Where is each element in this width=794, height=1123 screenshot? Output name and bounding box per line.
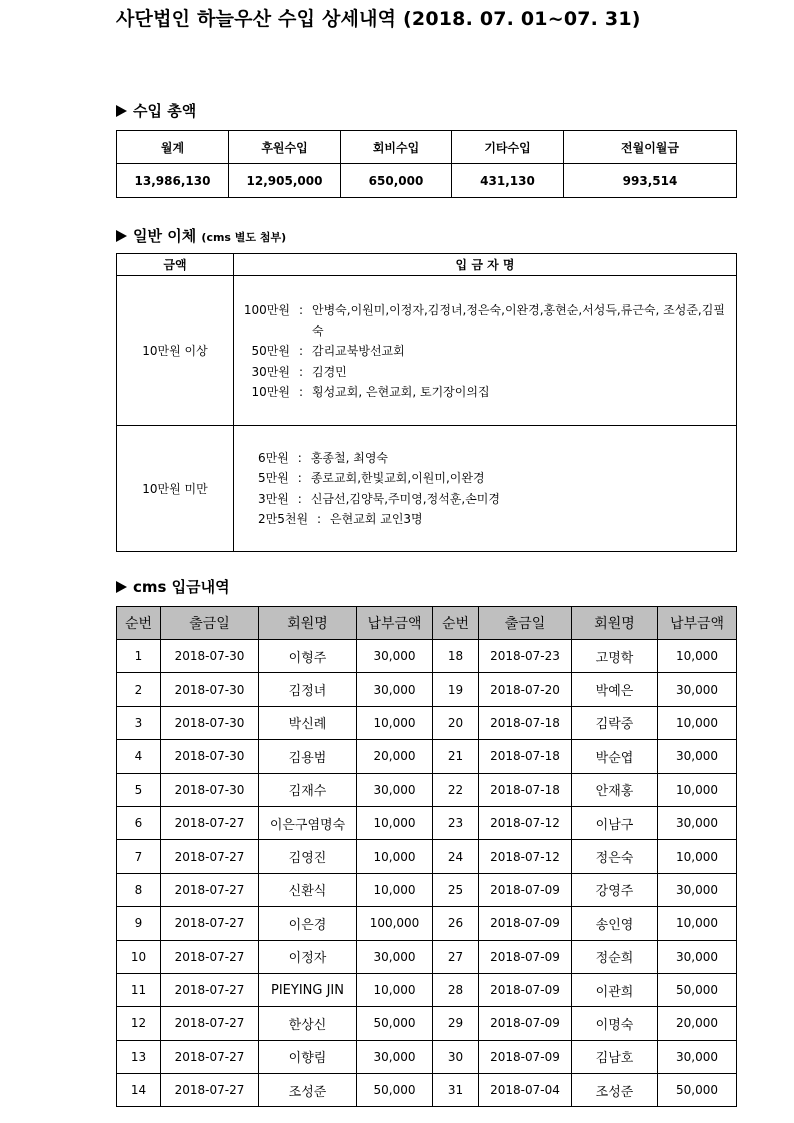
seq-cell: 18 [433,640,479,673]
cms-header-date: 출금일 [161,607,259,640]
list-item: 3만원 : 신금선,김양묵,주미영,정석훈,손미경 [258,489,736,510]
list-names: 안병숙,이원미,이정자,김정녀,정은숙,이완경,홍현순,서성득,류근숙, 조성준,김필숙 [312,303,725,338]
amount-cell: 10,000 [658,640,737,673]
date-cell: 2018-07-27 [161,806,259,839]
section-heading-cms-text: cms 입금내역 [133,578,230,596]
member-cell: PIEYING JIN [259,973,357,1006]
amount-cell: 30,000 [658,940,737,973]
page-title: 사단법인 하늘우산 수입 상세내역 (2018. 07. 01~07. 31) [116,8,641,30]
date-cell: 2018-07-04 [479,1074,572,1107]
date-cell: 2018-07-09 [479,873,572,906]
member-cell: 김영진 [259,840,357,873]
list-names: 종로교회,한빛교회,이원미,이완경 [310,471,485,485]
list-amount: 50만원 [251,344,290,359]
date-cell: 2018-07-27 [161,1074,259,1107]
amount-cell: 30,000 [357,640,433,673]
seq-cell: 24 [433,840,479,873]
date-cell: 2018-07-27 [161,873,259,906]
amount-cell: 30,000 [357,773,433,806]
date-cell: 2018-07-23 [479,640,572,673]
table-row [117,940,737,973]
date-cell: 2018-07-27 [161,840,259,873]
general-header-row [117,254,737,276]
list-item: 5만원 : 종로교회,한빛교회,이원미,이완경 [258,468,736,489]
seq-cell: 4 [117,740,161,773]
date-cell: 2018-07-27 [161,1007,259,1040]
seq-cell: 26 [433,907,479,940]
member-cell: 김남호 [572,1040,658,1073]
seq-cell: 1 [117,640,161,673]
list-amount: 5만원 [258,471,289,485]
member-cell: 조성준 [572,1074,658,1107]
triangle-right-icon [116,230,127,242]
amount-cell: 30,000 [357,940,433,973]
amount-cell: 30,000 [658,806,737,839]
member-cell: 송인영 [572,907,658,940]
seq-cell: 21 [433,740,479,773]
cms-table [116,606,737,1107]
seq-cell: 10 [117,940,161,973]
date-cell: 2018-07-27 [161,1040,259,1073]
summary-value: 650,000 [341,164,452,198]
summary-value: 993,514 [564,164,737,198]
summary-value: 431,130 [452,164,564,198]
triangle-right-icon [116,105,127,117]
list-item: 50만원 : 감리교북방선교회 [240,341,736,362]
section-heading-general [116,225,286,246]
date-cell: 2018-07-09 [479,1007,572,1040]
general-header-depositor: 입 금 자 명 [234,254,737,276]
summary-value-row [117,164,737,198]
triangle-right-icon [116,581,127,593]
amount-cell: 10,000 [658,706,737,739]
member-cell: 박순엽 [572,740,658,773]
member-cell: 이명숙 [572,1007,658,1040]
table-row [117,873,737,906]
amount-cell: 100,000 [357,907,433,940]
member-cell: 김정녀 [259,673,357,706]
summary-header: 기타수입 [452,131,564,164]
member-cell: 정은숙 [572,840,658,873]
table-row [117,973,737,1006]
member-cell: 한상신 [259,1007,357,1040]
list-item: 100만원 : 안병숙,이원미,이정자,김정녀,정은숙,이완경,홍현순,서성득,류근숙, 조성준,김필숙 [240,300,736,341]
seq-cell: 19 [433,673,479,706]
member-cell: 고명학 [572,640,658,673]
general-header-amount: 금액 [117,254,234,276]
amount-cell: 50,000 [658,973,737,1006]
date-cell: 2018-07-20 [479,673,572,706]
section-heading-summary-text: 수입 총액 [133,102,197,120]
date-cell: 2018-07-27 [161,940,259,973]
summary-header-row [117,131,737,164]
section-note: (cms 별도 첨부) [201,231,287,244]
cms-header-date: 출금일 [479,607,572,640]
table-row [117,1040,737,1073]
amount-cell: 10,000 [658,907,737,940]
amount-cell: 30,000 [658,873,737,906]
table-row [117,806,737,839]
summary-header: 월계 [117,131,229,164]
date-cell: 2018-07-30 [161,706,259,739]
date-cell: 2018-07-12 [479,806,572,839]
list-names: 감리교북방선교회 [312,344,405,359]
table-row [117,673,737,706]
seq-cell: 22 [433,773,479,806]
seq-cell: 6 [117,806,161,839]
member-cell: 안재홍 [572,773,658,806]
summary-header: 후원수입 [229,131,341,164]
date-cell: 2018-07-30 [161,640,259,673]
general-transfer-table [116,253,737,552]
amount-cell: 10,000 [357,873,433,906]
date-cell: 2018-07-27 [161,973,259,1006]
table-row [117,706,737,739]
member-cell: 이은구염명숙 [259,806,357,839]
amount-cell: 10,000 [357,840,433,873]
amount-cell: 30,000 [658,740,737,773]
date-cell: 2018-07-30 [161,773,259,806]
amount-cell: 10,000 [658,840,737,873]
amount-cell: 20,000 [658,1007,737,1040]
amount-cell: 30,000 [357,1040,433,1073]
amount-cell: 10,000 [357,806,433,839]
member-cell: 신환식 [259,873,357,906]
amount-cell: 50,000 [357,1074,433,1107]
member-cell: 이관희 [572,973,658,1006]
member-cell: 강영주 [572,873,658,906]
date-cell: 2018-07-18 [479,740,572,773]
seq-cell: 27 [433,940,479,973]
member-cell: 이은경 [259,907,357,940]
member-cell: 김락중 [572,706,658,739]
amount-cell: 30,000 [658,673,737,706]
member-cell: 이향림 [259,1040,357,1073]
date-cell: 2018-07-30 [161,740,259,773]
seq-cell: 25 [433,873,479,906]
section-heading-general-text: 일반 이체 [133,227,197,245]
member-cell: 박신례 [259,706,357,739]
date-cell: 2018-07-30 [161,673,259,706]
cms-header-amount: 납부금액 [658,607,737,640]
group-row-below [117,426,737,552]
list-item: 30만원 : 김경민 [240,362,736,383]
list-item: 2만5천원 : 은현교회 교인3명 [258,509,736,530]
table-row [117,740,737,773]
table-row [117,907,737,940]
summary-value: 12,905,000 [229,164,341,198]
summary-header: 전월이월금 [564,131,737,164]
table-row [117,640,737,673]
amount-cell: 50,000 [357,1007,433,1040]
cms-header-seq: 순번 [117,607,161,640]
summary-table [116,130,737,198]
member-cell: 이정자 [259,940,357,973]
cms-header-member: 회원명 [572,607,658,640]
list-names: 김경민 [312,364,347,379]
date-cell: 2018-07-12 [479,840,572,873]
seq-cell: 5 [117,773,161,806]
list-item: 6만원 : 홍종철, 최영숙 [258,448,736,469]
group-label: 10만원 이상 [117,276,234,426]
cms-header-amount: 납부금액 [357,607,433,640]
seq-cell: 28 [433,973,479,1006]
member-cell: 김용범 [259,740,357,773]
table-row [117,1007,737,1040]
group-label: 10만원 미만 [117,426,234,552]
cms-header-seq: 순번 [433,607,479,640]
member-cell: 박예은 [572,673,658,706]
seq-cell: 12 [117,1007,161,1040]
list-amount: 100만원 [243,303,290,318]
section-heading-summary [116,100,196,121]
list-amount: 30만원 [251,364,290,379]
amount-cell: 20,000 [357,740,433,773]
group-list [234,426,737,552]
date-cell: 2018-07-18 [479,706,572,739]
seq-cell: 13 [117,1040,161,1073]
seq-cell: 11 [117,973,161,1006]
date-cell: 2018-07-09 [479,907,572,940]
seq-cell: 31 [433,1074,479,1107]
member-cell: 정순희 [572,940,658,973]
list-names: 은현교회 교인3명 [330,512,423,526]
seq-cell: 7 [117,840,161,873]
seq-cell: 29 [433,1007,479,1040]
section-heading-cms [116,576,230,597]
amount-cell: 30,000 [357,673,433,706]
date-cell: 2018-07-27 [161,907,259,940]
seq-cell: 20 [433,706,479,739]
list-amount: 3만원 [258,491,289,506]
date-cell: 2018-07-18 [479,773,572,806]
summary-value: 13,986,130 [117,164,229,198]
seq-cell: 9 [117,907,161,940]
list-amount: 2만5천원 [258,512,309,526]
list-names: 신금선,김양묵,주미영,정석훈,손미경 [310,491,500,506]
list-names: 홍종철, 최영숙 [310,450,389,465]
seq-cell: 2 [117,673,161,706]
amount-cell: 10,000 [658,773,737,806]
amount-cell: 50,000 [658,1074,737,1107]
group-list [234,276,737,426]
seq-cell: 8 [117,873,161,906]
seq-cell: 3 [117,706,161,739]
date-cell: 2018-07-09 [479,973,572,1006]
seq-cell: 30 [433,1040,479,1073]
amount-cell: 10,000 [357,973,433,1006]
amount-cell: 10,000 [357,706,433,739]
date-cell: 2018-07-09 [479,940,572,973]
list-names: 횡성교회, 은현교회, 토기장이의집 [312,385,490,400]
table-row [117,840,737,873]
table-row [117,773,737,806]
member-cell: 김재수 [259,773,357,806]
date-cell: 2018-07-09 [479,1040,572,1073]
list-amount: 10만원 [251,385,290,400]
seq-cell: 14 [117,1074,161,1107]
member-cell: 이남구 [572,806,658,839]
member-cell: 조성준 [259,1074,357,1107]
list-item: 10만원 : 횡성교회, 은현교회, 토기장이의집 [240,382,736,403]
table-row [117,1074,737,1107]
amount-cell: 30,000 [658,1040,737,1073]
seq-cell: 23 [433,806,479,839]
cms-header-row [117,607,737,640]
group-row-above [117,276,737,426]
member-cell: 이형주 [259,640,357,673]
list-amount: 6만원 [258,450,289,465]
cms-header-member: 회원명 [259,607,357,640]
summary-header: 회비수입 [341,131,452,164]
